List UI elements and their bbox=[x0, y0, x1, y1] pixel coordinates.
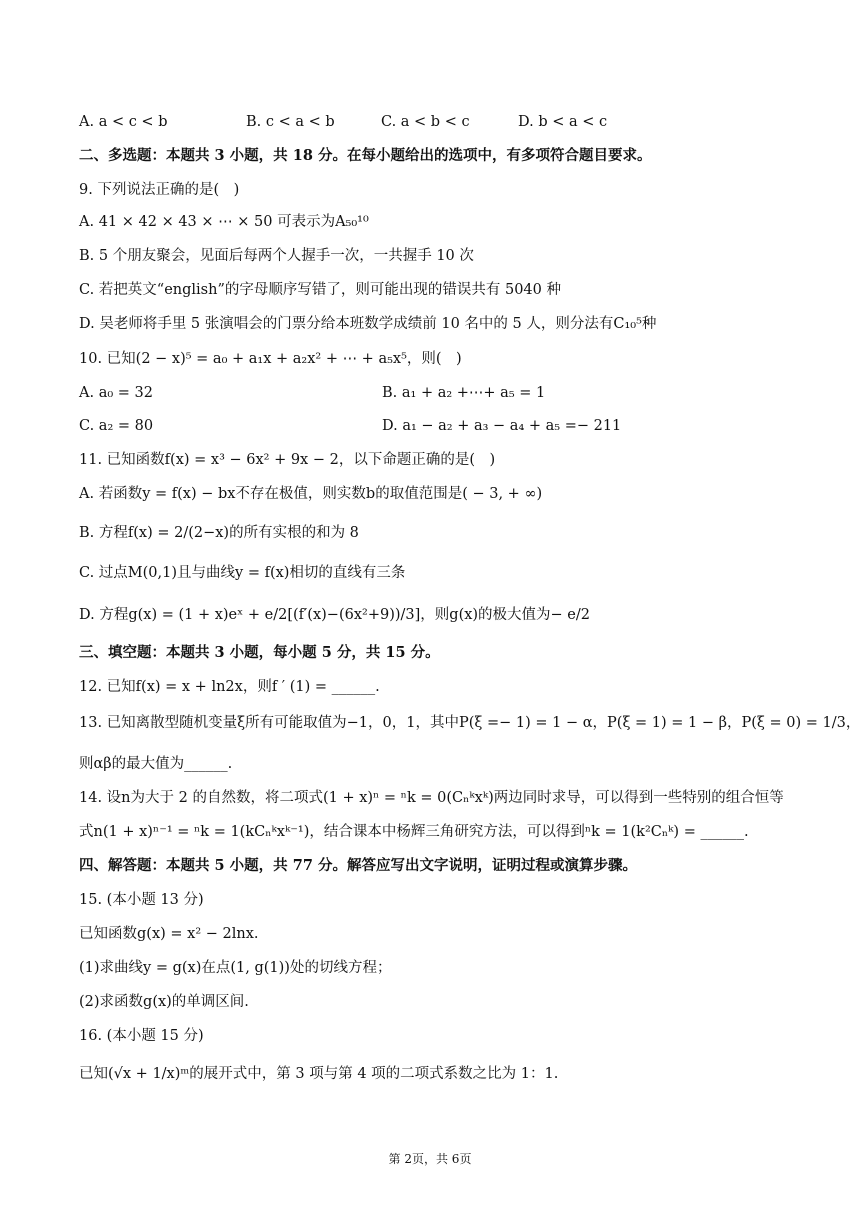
q14-line2: 式n(1 + x)ⁿ⁻¹ = ⁿk = 1(kCₙᵏxᵏ⁻¹)，结合课本中杨辉三角研究方法，可以得到ⁿk = 1(k²Cₙᵏ) = ______. bbox=[79, 824, 749, 840]
q9-stem: 9. 下列说法正确的是( ) bbox=[79, 182, 240, 198]
q15-given: 已知函数g(x) = x² − 2lnx. bbox=[79, 926, 259, 942]
q9-option-b: B. 5 个朋友聚会，见面后每两个人握手一次，一共握手 10 次 bbox=[79, 248, 474, 264]
q8-option-d: D. b < a < c bbox=[518, 114, 608, 130]
q8-option-a: A. a < c < b bbox=[79, 114, 168, 130]
q15-header: 15. (本小题 13 分) bbox=[79, 892, 204, 908]
q14-line1: 14. 设n为大于 2 的自然数，将二项式(1 + x)ⁿ = ⁿk = 0(Cₙᵏxᵏ)两边同时求导，可以得到一些特别的组合恒等 bbox=[79, 790, 784, 806]
q10-option-b: B. a₁ + a₂ +⋯+ a₅ = 1 bbox=[382, 385, 546, 401]
q12: 12. 已知f(x) = x + ln2x，则f ′ (1) = ______. bbox=[79, 679, 380, 695]
q10-option-d: D. a₁ − a₂ + a₃ − a₄ + a₅ =− 211 bbox=[382, 418, 622, 434]
q11-option-d: D. 方程g(x) = (1 + x)eˣ + e/2[(f′(x)−(6x²+9))/3]，则g(x)的极大值为− e/2 bbox=[79, 607, 591, 623]
q11-option-b: B. 方程f(x) = 2/(2−x)的所有实根的和为 8 bbox=[79, 525, 359, 541]
q9-option-c: C. 若把英文“english”的字母顺序写错了，则可能出现的错误共有 5040 种 bbox=[79, 282, 561, 298]
q15-part1: (1)求曲线y = g(x)在点(1, g(1))处的切线方程； bbox=[79, 960, 392, 976]
q15-part2: (2)求函数g(x)的单调区间. bbox=[79, 994, 249, 1010]
q9-option-a: A. 41 × 42 × 43 × ⋯ × 50 可表示为A₅₀¹⁰ bbox=[79, 214, 369, 230]
q10-option-a: A. a₀ = 32 bbox=[79, 385, 153, 401]
q10-option-c: C. a₂ = 80 bbox=[79, 418, 154, 434]
section4-heading: 四、解答题：本题共 5 小题，共 77 分。解答应写出文字说明，证明过程或演算步骤。 bbox=[79, 857, 637, 874]
q9-option-d: D. 吴老师将手里 5 张演唱会的门票分给本班数学成绩前 10 名中的 5 人，则分法有C₁₀⁵种 bbox=[79, 316, 657, 332]
q13-line1: 13. 已知离散型随机变量ξ所有可能取值为−1，0，1，其中P(ξ =− 1) = 1 − α，P(ξ = 1) = 1 − β，P(ξ = 0) = 1/3， bbox=[79, 715, 860, 731]
q11-option-a: A. 若函数y = f(x) − bx不存在极值，则实数b的取值范围是( − 3, + ∞) bbox=[79, 486, 543, 502]
q8-option-b: B. c < a < b bbox=[246, 114, 335, 130]
section3-heading: 三、填空题：本题共 3 小题，每小题 5 分，共 15 分。 bbox=[79, 644, 440, 661]
q10-stem: 10. 已知(2 − x)⁵ = a₀ + a₁x + a₂x² + ⋯ + a₅x⁵，则( ) bbox=[79, 351, 462, 367]
q11-stem: 11. 已知函数f(x) = x³ − 6x² + 9x − 2，以下命题正确的是( ) bbox=[79, 452, 496, 468]
q13-line2: 则αβ的最大值为______. bbox=[79, 756, 233, 772]
page-footer: 第 2页，共 6页 bbox=[388, 1152, 472, 1166]
q11-option-c: C. 过点M(0,1)且与曲线y = f(x)相切的直线有三条 bbox=[79, 565, 406, 581]
section2-heading: 二、多选题：本题共 3 小题，共 18 分。在每小题给出的选项中，有多项符合题目要求。 bbox=[79, 147, 652, 164]
q8-option-c: C. a < b < c bbox=[381, 114, 470, 130]
q16-given: 已知(√x + 1/x)ᵐ的展开式中，第 3 项与第 4 项的二项式系数之比为 1：1. bbox=[79, 1066, 559, 1082]
q16-header: 16. (本小题 15 分) bbox=[79, 1028, 204, 1044]
